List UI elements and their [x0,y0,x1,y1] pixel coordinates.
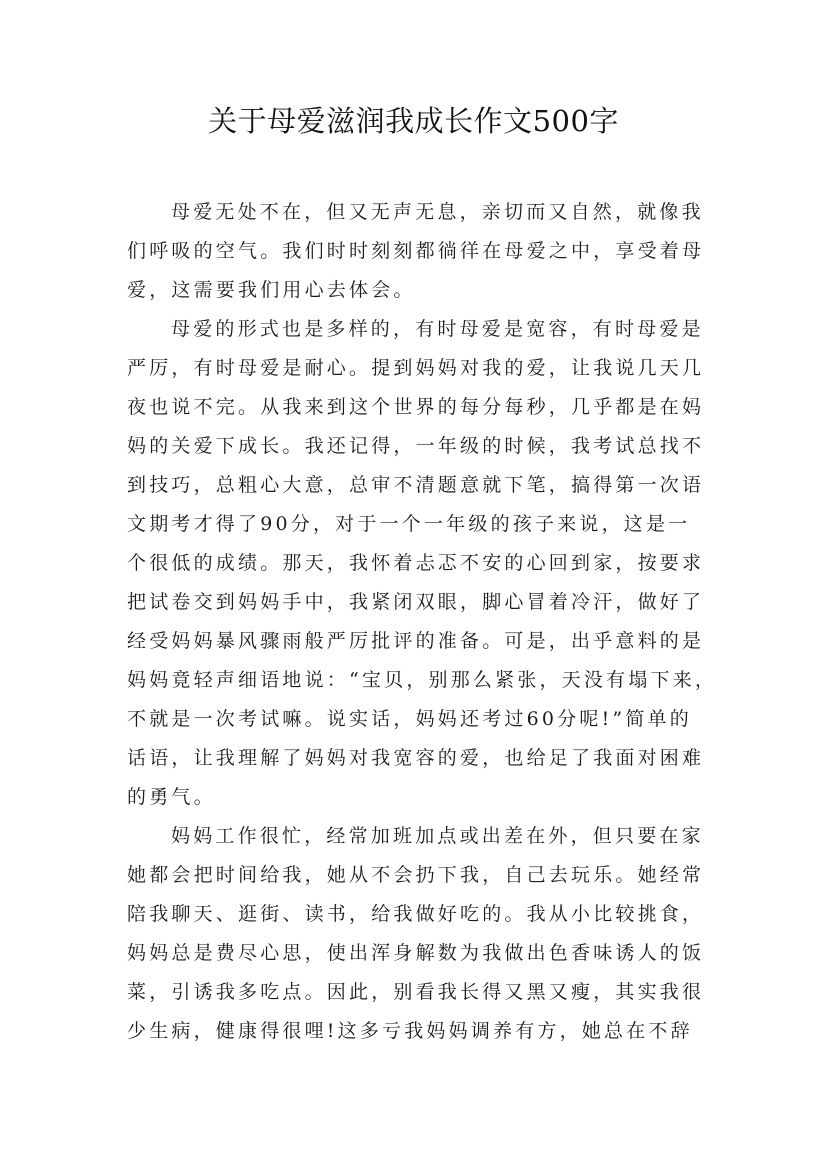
paragraph-2-line-12: 话语，让我理解了妈妈对我宽容的爱，也给足了我面对困难 [127,747,705,769]
paragraph-3-line-4: 妈妈总是费尽心思，使出浑身解数为我做出色香味诱人的饭 [127,942,705,964]
paragraph-3-line-3: 陪我聊天、逛街、读书，给我做好吃的。我从小比较挑食， [127,903,705,925]
paragraph-1-line-3: 爱，这需要我们用心去体会。 [127,279,416,301]
paragraph-2-line-2: 严厉，有时母爱是耐心。提到妈妈对我的爱，让我说几天几 [127,357,705,379]
paragraph-2-line-10: 妈妈竟轻声细语地说：“宝贝，别那么紧张，天没有塌下来， [127,669,718,691]
paragraph-3-line-5: 菜，引诱我多吃点。因此，别看我长得又黑又瘦，其实我很 [127,981,705,1003]
paragraph-3-line-2: 她都会把时间给我，她从不会扔下我，自己去玩乐。她经常 [127,864,705,886]
paragraph-2-line-1: 母爱的形式也是多样的，有时母爱是宽容，有时母爱是 [171,318,704,340]
paragraph-2-line-11: 不就是一次考试嘛。说实话，妈妈还考过60分呢!”简单的 [127,708,692,730]
paragraph-3-line-6: 少生病，健康得很哩!这多亏我妈妈调养有方，她总在不辞 [127,1020,693,1042]
paragraph-2-line-6: 文期考才得了90分，对于一个一年级的孩子来说，这是一 [127,513,691,535]
paragraph-2-line-8: 把试卷交到妈妈手中，我紧闭双眼，脚心冒着冷汗，做好了 [127,591,705,613]
document-body [127,193,718,1051]
paragraph-1-line-1: 母爱无处不在，但又无声无息，亲切而又自然，就像我 [171,201,704,223]
paragraph-2-line-7: 个很低的成绩。那天，我怀着忐忑不安的心回到家，按要求 [127,552,705,574]
document-title: 关于母爱滋润我成长作文500字 [208,104,619,138]
paragraph-2-line-4: 妈的关爱下成长。我还记得，一年级的时候，我考试总找不 [127,435,705,457]
paragraph-3-line-1: 妈妈工作很忙，经常加班加点或出差在外，但只要在家 [171,825,704,847]
paragraph-2-line-3: 夜也说不完。从我来到这个世界的每分每秒，几乎都是在妈 [127,396,705,418]
paragraph-2-line-9: 经受妈妈暴风骤雨般严厉批评的准备。可是，出乎意料的是 [127,630,705,652]
paragraph-1-line-2: 们呼吸的空气。我们时时刻刻都徜徉在母爱之中，享受着母 [127,240,705,262]
paragraph-2-line-5: 到技巧，总粗心大意，总审不清题意就下笔，搞得第一次语 [127,474,705,496]
paragraph-2-line-13: 的勇气。 [127,786,216,808]
